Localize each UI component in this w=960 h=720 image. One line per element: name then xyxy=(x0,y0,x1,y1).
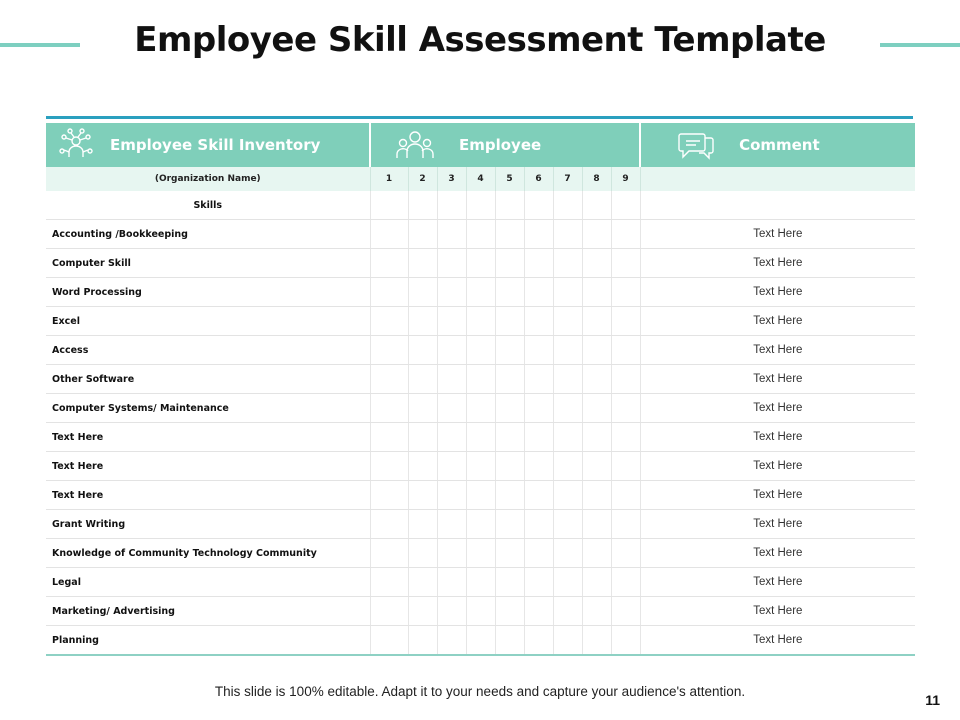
rating-number: 7 xyxy=(553,167,582,191)
skill-row xyxy=(46,539,915,568)
organization-name-cell: (Organization Name) xyxy=(46,167,370,191)
comment-cell[interactable]: Text Here xyxy=(640,307,915,336)
header-comment-label: Comment xyxy=(739,136,820,154)
rating-cell[interactable] xyxy=(408,452,437,481)
rating-number: 5 xyxy=(495,167,524,191)
rating-cell[interactable] xyxy=(524,249,553,278)
skill-row xyxy=(46,423,915,452)
skill-name: Accounting /Bookkeeping xyxy=(46,220,370,249)
rating-cell[interactable] xyxy=(582,510,611,539)
skills-label-row xyxy=(46,191,915,220)
subheader-row xyxy=(46,167,915,191)
rating-cell[interactable] xyxy=(582,568,611,597)
rating-cell[interactable] xyxy=(437,597,466,626)
rating-cell[interactable] xyxy=(408,539,437,568)
rating-cell[interactable] xyxy=(437,452,466,481)
rating-cell[interactable] xyxy=(611,278,640,307)
rating-cell[interactable] xyxy=(370,394,408,423)
rating-cell[interactable] xyxy=(495,249,524,278)
rating-cell[interactable] xyxy=(437,278,466,307)
footer-note: This slide is 100% editable. Adapt it to your needs and capture your audience's attention. xyxy=(214,684,746,699)
rating-cell[interactable] xyxy=(524,336,553,365)
rating-cell[interactable] xyxy=(466,539,495,568)
skill-row xyxy=(46,249,915,278)
skill-name: Planning xyxy=(46,626,370,656)
rating-cell[interactable] xyxy=(370,481,408,510)
rating-cell[interactable] xyxy=(495,510,524,539)
rating-cell[interactable] xyxy=(495,336,524,365)
rating-cell[interactable] xyxy=(437,510,466,539)
skill-name: Other Software xyxy=(46,365,370,394)
rating-cell[interactable] xyxy=(553,481,582,510)
rating-cell[interactable] xyxy=(553,249,582,278)
skill-name: Word Processing xyxy=(46,278,370,307)
rating-cell[interactable] xyxy=(524,626,553,656)
rating-cell[interactable] xyxy=(582,394,611,423)
rating-cell[interactable] xyxy=(553,191,582,220)
rating-cell[interactable] xyxy=(611,220,640,249)
rating-cell[interactable] xyxy=(408,365,437,394)
header-comment-cell xyxy=(640,123,915,167)
rating-cell[interactable] xyxy=(524,365,553,394)
rating-cell[interactable] xyxy=(408,220,437,249)
rating-cell[interactable] xyxy=(466,336,495,365)
comment-cell[interactable]: Text Here xyxy=(640,626,915,656)
rating-cell[interactable] xyxy=(437,307,466,336)
rating-cell[interactable] xyxy=(408,568,437,597)
rating-cell[interactable] xyxy=(611,365,640,394)
rating-cell[interactable] xyxy=(437,249,466,278)
rating-cell[interactable] xyxy=(495,220,524,249)
rating-cell[interactable] xyxy=(524,539,553,568)
rating-cell[interactable] xyxy=(370,191,408,220)
rating-cell[interactable] xyxy=(495,307,524,336)
rating-cell[interactable] xyxy=(611,307,640,336)
rating-cell[interactable] xyxy=(524,191,553,220)
rating-cell[interactable] xyxy=(466,510,495,539)
rating-cell[interactable] xyxy=(437,365,466,394)
rating-cell[interactable] xyxy=(495,626,524,656)
comment-cell[interactable]: Text Here xyxy=(640,539,915,568)
rating-cell[interactable] xyxy=(370,452,408,481)
rating-cell[interactable] xyxy=(553,597,582,626)
skill-row xyxy=(46,220,915,249)
rating-cell[interactable] xyxy=(611,452,640,481)
rating-cell[interactable] xyxy=(611,191,640,220)
rating-cell[interactable] xyxy=(582,452,611,481)
skill-row xyxy=(46,394,915,423)
chat-bubbles-icon xyxy=(677,128,717,162)
rating-cell[interactable] xyxy=(408,423,437,452)
comment-cell[interactable]: Text Here xyxy=(640,365,915,394)
comment-cell[interactable]: Text Here xyxy=(640,423,915,452)
rating-cell[interactable] xyxy=(553,510,582,539)
subheader-comment-cell xyxy=(640,167,915,191)
rating-cell[interactable] xyxy=(524,597,553,626)
skill-name: Text Here xyxy=(46,452,370,481)
rating-cell[interactable] xyxy=(553,336,582,365)
rating-cell[interactable] xyxy=(582,191,611,220)
rating-cell[interactable] xyxy=(466,220,495,249)
rating-cell[interactable] xyxy=(553,365,582,394)
rating-cell[interactable] xyxy=(495,278,524,307)
rating-cell[interactable] xyxy=(466,481,495,510)
rating-cell[interactable] xyxy=(370,626,408,656)
rating-cell[interactable] xyxy=(611,597,640,626)
rating-cell[interactable] xyxy=(553,423,582,452)
rating-cell[interactable] xyxy=(611,249,640,278)
rating-cell[interactable] xyxy=(370,278,408,307)
rating-cell[interactable] xyxy=(466,191,495,220)
rating-cell[interactable] xyxy=(466,452,495,481)
skill-name: Computer Skill xyxy=(46,249,370,278)
page-number: 11 xyxy=(925,692,940,708)
header-inventory-cell xyxy=(46,123,370,167)
comment-cell[interactable]: Text Here xyxy=(640,220,915,249)
rating-cell[interactable] xyxy=(370,597,408,626)
rating-cell[interactable] xyxy=(582,423,611,452)
rating-cell[interactable] xyxy=(437,626,466,656)
rating-cell[interactable] xyxy=(524,510,553,539)
comment-cell[interactable]: Text Here xyxy=(640,597,915,626)
rating-cell[interactable] xyxy=(582,336,611,365)
rating-cell[interactable] xyxy=(437,336,466,365)
rating-cell[interactable] xyxy=(370,249,408,278)
rating-cell[interactable] xyxy=(553,307,582,336)
table-header-row xyxy=(46,123,915,167)
rating-cell[interactable] xyxy=(370,365,408,394)
rating-cell[interactable] xyxy=(582,278,611,307)
skill-name: Text Here xyxy=(46,423,370,452)
rating-cell[interactable] xyxy=(553,278,582,307)
rating-cell[interactable] xyxy=(466,597,495,626)
rating-cell[interactable] xyxy=(524,220,553,249)
comment-cell[interactable]: Text Here xyxy=(640,394,915,423)
rating-number: 6 xyxy=(524,167,553,191)
rating-cell[interactable] xyxy=(611,626,640,656)
rating-cell[interactable] xyxy=(582,220,611,249)
rating-cell[interactable] xyxy=(370,510,408,539)
rating-cell[interactable] xyxy=(524,423,553,452)
rating-cell[interactable] xyxy=(495,365,524,394)
rating-cell[interactable] xyxy=(611,423,640,452)
rating-cell[interactable] xyxy=(524,481,553,510)
rating-cell[interactable] xyxy=(437,539,466,568)
rating-cell[interactable] xyxy=(611,481,640,510)
comment-cell[interactable]: Text Here xyxy=(640,510,915,539)
rating-cell[interactable] xyxy=(408,336,437,365)
rating-cell[interactable] xyxy=(408,191,437,220)
slide-title: Employee Skill Assessment Template xyxy=(134,20,826,60)
rating-cell[interactable] xyxy=(437,394,466,423)
rating-cell[interactable] xyxy=(611,336,640,365)
rating-cell[interactable] xyxy=(553,626,582,656)
rating-cell[interactable] xyxy=(370,423,408,452)
rating-cell[interactable] xyxy=(408,278,437,307)
rating-cell[interactable] xyxy=(524,568,553,597)
skill-row xyxy=(46,597,915,626)
rating-cell[interactable] xyxy=(370,220,408,249)
rating-cell[interactable] xyxy=(611,394,640,423)
rating-cell[interactable] xyxy=(408,626,437,656)
skill-row xyxy=(46,510,915,539)
comment-cell[interactable]: Text Here xyxy=(640,249,915,278)
skill-row xyxy=(46,481,915,510)
rating-cell[interactable] xyxy=(370,539,408,568)
skill-row xyxy=(46,365,915,394)
rating-cell[interactable] xyxy=(553,394,582,423)
skill-row xyxy=(46,307,915,336)
comment-cell[interactable] xyxy=(640,191,915,220)
skill-row xyxy=(46,452,915,481)
skills-label: Skills xyxy=(46,191,370,220)
rating-cell[interactable] xyxy=(553,220,582,249)
skill-row xyxy=(46,336,915,365)
rating-cell[interactable] xyxy=(466,394,495,423)
skill-row xyxy=(46,626,915,656)
rating-cell[interactable] xyxy=(611,510,640,539)
rating-number: 4 xyxy=(466,167,495,191)
rating-cell[interactable] xyxy=(437,191,466,220)
rating-cell[interactable] xyxy=(408,481,437,510)
rating-cell[interactable] xyxy=(437,220,466,249)
table-top-rule xyxy=(46,116,913,119)
skill-name: Excel xyxy=(46,307,370,336)
skill-assessment-table xyxy=(46,123,915,656)
rating-cell[interactable] xyxy=(408,394,437,423)
rating-cell[interactable] xyxy=(524,394,553,423)
rating-cell[interactable] xyxy=(495,452,524,481)
skill-name: Marketing/ Advertising xyxy=(46,597,370,626)
rating-cell[interactable] xyxy=(495,394,524,423)
header-employee-cell xyxy=(370,123,640,167)
rating-cell[interactable] xyxy=(466,568,495,597)
rating-cell[interactable] xyxy=(437,423,466,452)
rating-number: 8 xyxy=(582,167,611,191)
rating-cell[interactable] xyxy=(495,191,524,220)
rating-cell[interactable] xyxy=(524,278,553,307)
comment-cell[interactable]: Text Here xyxy=(640,481,915,510)
rating-cell[interactable] xyxy=(524,452,553,481)
rating-cell[interactable] xyxy=(495,597,524,626)
rating-cell[interactable] xyxy=(495,423,524,452)
rating-cell[interactable] xyxy=(408,597,437,626)
rating-cell[interactable] xyxy=(437,481,466,510)
skill-row xyxy=(46,278,915,307)
rating-cell[interactable] xyxy=(466,278,495,307)
rating-cell[interactable] xyxy=(495,539,524,568)
rating-cell[interactable] xyxy=(408,249,437,278)
skill-name: Text Here xyxy=(46,481,370,510)
rating-cell[interactable] xyxy=(611,539,640,568)
rating-cell[interactable] xyxy=(582,626,611,656)
rating-cell[interactable] xyxy=(370,307,408,336)
rating-cell[interactable] xyxy=(466,423,495,452)
skill-row xyxy=(46,568,915,597)
people-group-icon xyxy=(395,128,435,162)
team-network-icon xyxy=(56,127,96,163)
rating-number: 9 xyxy=(611,167,640,191)
rating-cell[interactable] xyxy=(466,365,495,394)
header-inventory-label: Employee Skill Inventory xyxy=(110,136,321,154)
rating-cell[interactable] xyxy=(466,249,495,278)
rating-cell[interactable] xyxy=(553,539,582,568)
rating-cell[interactable] xyxy=(466,307,495,336)
rating-cell[interactable] xyxy=(553,452,582,481)
rating-cell[interactable] xyxy=(370,336,408,365)
comment-cell[interactable]: Text Here xyxy=(640,568,915,597)
rating-number: 2 xyxy=(408,167,437,191)
skill-name: Legal xyxy=(46,568,370,597)
rating-cell[interactable] xyxy=(466,626,495,656)
rating-cell[interactable] xyxy=(582,597,611,626)
rating-cell[interactable] xyxy=(437,568,466,597)
rating-cell[interactable] xyxy=(582,307,611,336)
rating-cell[interactable] xyxy=(582,481,611,510)
rating-cell[interactable] xyxy=(408,510,437,539)
rating-number: 1 xyxy=(370,167,408,191)
header-employee-label: Employee xyxy=(459,136,542,154)
rating-cell[interactable] xyxy=(582,365,611,394)
rating-cell[interactable] xyxy=(553,568,582,597)
rating-cell[interactable] xyxy=(495,481,524,510)
skill-name: Access xyxy=(46,336,370,365)
rating-cell[interactable] xyxy=(524,307,553,336)
rating-cell[interactable] xyxy=(582,539,611,568)
rating-cell[interactable] xyxy=(370,568,408,597)
skill-name: Computer Systems/ Maintenance xyxy=(46,394,370,423)
comment-cell[interactable]: Text Here xyxy=(640,452,915,481)
rating-number: 3 xyxy=(437,167,466,191)
skill-name: Knowledge of Community Technology Community xyxy=(46,539,370,568)
rating-cell[interactable] xyxy=(582,249,611,278)
rating-cell[interactable] xyxy=(495,568,524,597)
skill-name: Grant Writing xyxy=(46,510,370,539)
rating-cell[interactable] xyxy=(408,307,437,336)
comment-cell[interactable]: Text Here xyxy=(640,278,915,307)
comment-cell[interactable]: Text Here xyxy=(640,336,915,365)
rating-cell[interactable] xyxy=(611,568,640,597)
